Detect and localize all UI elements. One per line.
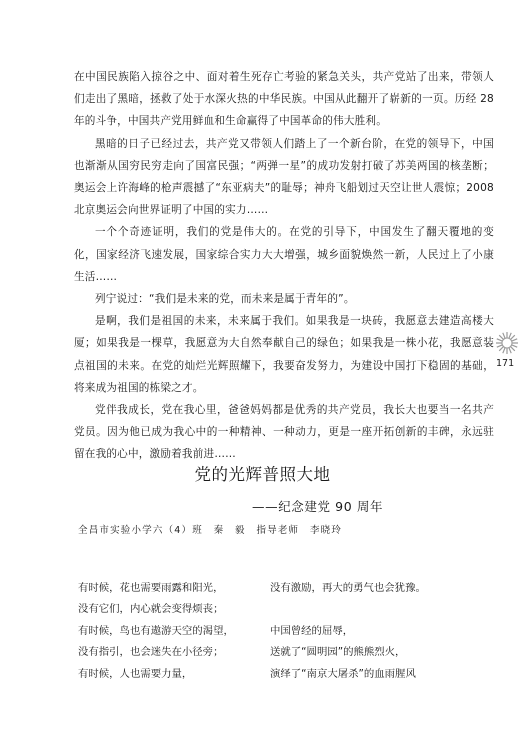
poem-line: 送就了“圆明园”的熊熊烈火， (270, 646, 406, 659)
poem-line: 没有激励，再大的勇气也会犹豫。 (270, 582, 426, 594)
article-paragraph: 黑暗的日子已经过去，共产党又带领人们踏上了一个新台阶，在党的领导下，中国也渐渐从国穷民穷走向了国富民强；“两弹一星”的成功发射打破了苏美两国的核垄断；奥运会上许海峰的枪声震撼了“东亚病夫”的耻辱；神舟飞船划过天空让世人震惊；2008 北京奥运会向世界证明了中国的实力…… (74, 137, 494, 217)
poem-subtitle: ——纪念建党 90 周年 (252, 499, 384, 514)
poem-line: 有时候，花也需要雨露和阳光， (78, 582, 224, 594)
article-body (74, 66, 494, 466)
article-paragraph: 是啊，我们是祖国的未来，未来属于我们。如果我是一块砖，我愿意去建造高楼大厦；如果我是一棵草，我愿意为大自然奉献自己的绿色；如果我是一株小花，我愿意装点祖国的未来。在党的灿烂光辉照耀下，我要奋发努力，为建设中国打下稳固的基础，将来成为祖国的栋梁之才。 (74, 315, 494, 394)
article-paragraph: 列宁说过：“我们是未来的党，而未来是属于青年的”。 (95, 293, 355, 306)
poem-left-column (78, 578, 234, 685)
poem-line: 中国曾经的屈辱， (270, 624, 354, 637)
article-paragraph: 一个个奇迹证明，我们的党是伟大的。在党的引导下，中国发生了翻天覆地的变化，国家经济飞速发展，国家综合实力大大增强，城乡面貌焕然一新，人民过上了小康生活…… (74, 226, 494, 283)
poem-line: 有时候，人也需要力量， (78, 667, 193, 680)
poem-line: 没有指引，也会迷失在小径旁； (78, 646, 224, 659)
poem-line: 有时候，鸟也有遨游天空的渴望， (78, 624, 234, 637)
sunburst-ornament-icon (495, 331, 519, 355)
poem-line: 没有它们，内心就会变得烦丧； (78, 603, 224, 616)
author-line: 全昌市实验小学六（4）班 秦 毅 指导老师 李晓玲 (78, 525, 343, 536)
poem-line (270, 599, 426, 620)
poem-title: 党的光辉普照大地 (194, 465, 331, 484)
page-number: 171 (496, 358, 515, 369)
article-paragraph: 党伴我成长，党在我心里，爸爸妈妈都是优秀的共产党员，我长大也要当一名共产党员。因为他已成为我心中的一种精神、一种动力，更是一座开拓创新的丰碑，永远驻留在我的心中，激励着我前进…… (74, 404, 494, 461)
poem-line: 演绎了“南京大屠杀”的血雨腥风 (270, 667, 416, 680)
article-paragraph: 在中国民族陷入掠谷之中、面对着生死存亡考验的紧急关头，共产党站了出来，带领人们走出了黑暗，拯救了处于水深火热的中华民族。中国从此翻开了崭新的一页。历经 28 年的斗争，中国共产党用鲜血和生命赢得了中国革命的伟大胜利。 (74, 71, 494, 128)
poem-right-column (270, 578, 426, 685)
